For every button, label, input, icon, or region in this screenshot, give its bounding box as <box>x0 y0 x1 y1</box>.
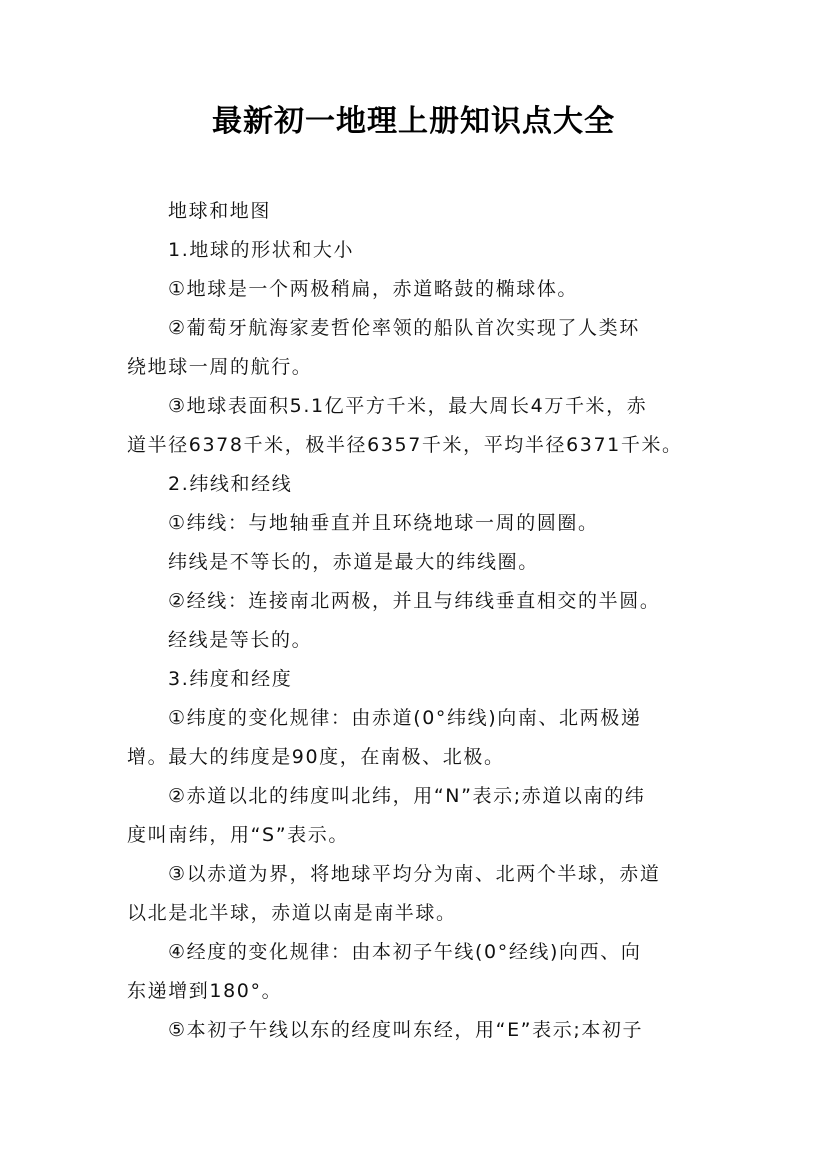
paragraph-line: 增。最大的纬度是90度，在南极、北极。 <box>127 746 505 768</box>
paragraph-line: 度叫南纬，用“S”表示。 <box>127 824 349 846</box>
paragraph-line: ②赤道以北的纬度叫北纬，用“N”表示;赤道以南的纬 <box>168 785 646 807</box>
paragraph-line: 纬线是不等长的，赤道是最大的纬线圈。 <box>168 551 539 573</box>
paragraph-line: 道半径6378千米，极半径6357千米，平均半径6371千米。 <box>127 434 683 456</box>
paragraph-line: ③以赤道为界，将地球平均分为南、北两个半球，赤道 <box>168 863 661 885</box>
paragraph-line: ④经度的变化规律：由本初子午线(0°经线)向西、向 <box>168 941 642 963</box>
paragraph-line: ⑤本初子午线以东的经度叫东经，用“E”表示;本初子 <box>168 1019 644 1041</box>
paragraph-line: ①地球是一个两极稍扁，赤道略鼓的椭球体。 <box>168 278 579 300</box>
paragraph-line: ①纬度的变化规律：由赤道(0°纬线)向南、北两极递 <box>168 707 642 729</box>
section-heading-earth-and-maps: 地球和地图 <box>168 200 272 222</box>
paragraph-line: 东递增到180°。 <box>127 980 283 1002</box>
paragraph-line: 以北是北半球，赤道以南是南半球。 <box>127 902 457 924</box>
paragraph-line: 经线是等长的。 <box>168 629 313 651</box>
paragraph-line: ①纬线：与地轴垂直并且环绕地球一周的圆圈。 <box>168 512 599 534</box>
subsection-heading-shape-size: 1.地球的形状和大小 <box>168 239 355 261</box>
paragraph-line: ②葡萄牙航海家麦哲伦率领的船队首次实现了人类环 <box>168 317 640 339</box>
paragraph-line: ③地球表面积5.1亿平方千米，最大周长4万千米，赤 <box>168 395 648 417</box>
subsection-heading-latitude-longitude-lines: 2.纬线和经线 <box>168 473 293 495</box>
paragraph-line: ②经线：连接南北两极，并且与纬线垂直相交的半圆。 <box>168 590 661 612</box>
subsection-heading-latitude-longitude: 3.纬度和经度 <box>168 668 293 690</box>
document-title: 最新初一地理上册知识点大全 <box>212 104 615 139</box>
paragraph-line: 绕地球一周的航行。 <box>127 356 313 378</box>
